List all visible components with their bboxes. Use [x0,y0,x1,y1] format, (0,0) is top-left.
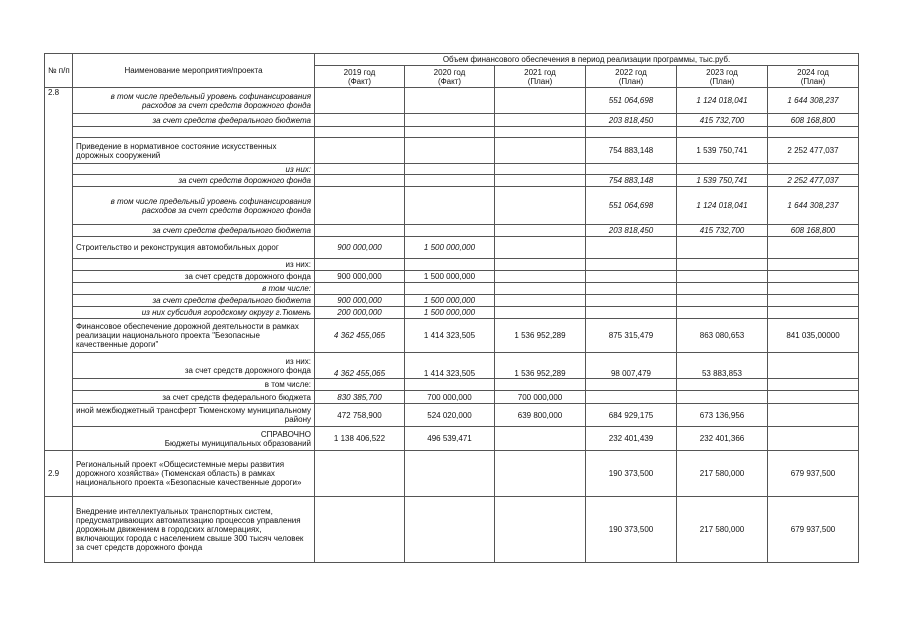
row-name: СПРАВОЧНО Бюджеты муниципальных образований [73,427,315,451]
row-name: иной межбюджетный трансферт Тюменскому муниципальному району [73,404,315,427]
table-row: 2.8 в том числе предельный уровень софинансирования расходов за счет средств дорожного фонда 551 064,698 1 124 018,041 1 644 308,237 [45,88,859,114]
header-funding-title: Объем финансового обеспечения в период реализации программы, тыс.руб. [315,54,859,66]
table-row [45,379,859,391]
row-name: из них субсидия городскому округу г.Тюмень [73,307,315,319]
table-row: Строительство и реконструкция автомобильных дорог 900 000,000 1 500 000,000 [45,237,859,259]
header-num: № п/п [45,54,73,88]
header-year-2024: 2024 год (План) [768,66,859,88]
row-name: в том числе: [73,283,315,295]
row-number [45,497,73,563]
row-name: за счет средств федерального бюджета [73,295,315,307]
row-name: из них: [73,164,315,175]
table-row [45,164,859,175]
table-row [45,259,859,271]
row-name: Строительство и реконструкция автомобильных дорог [73,237,315,259]
table-row: СПРАВОЧНО Бюджеты муниципальных образований 1 138 406,522 496 539,471 232 401,439 232 401,366 [45,427,859,451]
row-name: за счет средств федерального бюджета [73,114,315,127]
table-row: Внедрение интеллектуальных транспортных систем, предусматривающих автоматизацию процессов управления дорожным движением в городских агломерациях, включающих города с населением свыше 300 тысяч человек за счет средств дорожного фонда 190 373,500 217 580,000 679 937,500 [45,497,859,563]
row-number: 2.8 [45,88,73,451]
table-row: Приведение в нормативное состояние искусственных дорожных сооружений 754 883,148 1 539 750,741 2 252 477,037 [45,138,859,164]
row-name: в том числе предельный уровень софинансирования расходов за счет средств дорожного фонда [73,88,315,114]
table-row: за счет средств дорожного фонда 900 000,000 1 500 000,000 [45,271,859,283]
row-name: из них: за счет средств дорожного фонда [73,353,315,379]
row-name: в том числе предельный уровень софинансирования расходов за счет средств дорожного фонда [73,187,315,225]
row-name: из них: [73,259,315,271]
header-row-1 [45,54,859,66]
row-name: Приведение в нормативное состояние искусственных дорожных сооружений [73,138,315,164]
header-name: Наименование мероприятия/проекта [73,54,315,88]
header-year-2019: 2019 год (Факт) [315,66,405,88]
table-row: из них субсидия городскому округу г.Тюмень 200 000,000 1 500 000,000 [45,307,859,319]
table-row: Финансовое обеспечение дорожной деятельности в рамках реализации национального проекта "Безопасные качественные дороги" 4 362 455,065 1 414 323,505 1 536 952,289 875 315,479 863 080,653 841 035,00000 [45,319,859,353]
row-number: 2.9 [45,451,73,497]
table-row [45,283,859,295]
table-row: за счет средств федерального бюджета 900 000,000 1 500 000,000 [45,295,859,307]
financing-table [44,53,859,563]
row-name: Региональный проект «Общесистемные меры развития дорожного хозяйства» (Тюменская область) в рамках национального проекта «Безопасные качественные дороги» [73,451,315,497]
table-row: за счет средств федерального бюджета 203 818,450 415 732,700 608 168,800 [45,114,859,127]
table-row: за счет средств дорожного фонда 754 883,148 1 539 750,741 2 252 477,037 [45,175,859,187]
row-name: за счет средств федерального бюджета [73,225,315,237]
table-row: в том числе предельный уровень софинансирования расходов за счет средств дорожного фонда 551 064,698 1 124 018,041 1 644 308,237 [45,187,859,225]
row-name: за счет средств дорожного фонда [73,175,315,187]
row-name: Финансовое обеспечение дорожной деятельности в рамках реализации национального проекта "Безопасные качественные дороги" [73,319,315,353]
row-name: за счет средств федерального бюджета [73,391,315,404]
row-name: в том числе: [73,379,315,391]
table-row: иной межбюджетный трансферт Тюменскому муниципальному району 472 758,900 524 020,000 639 800,000 684 929,175 673 136,956 [45,404,859,427]
table-row: 2.9 Региональный проект «Общесистемные меры развития дорожного хозяйства» (Тюменская область) в рамках национального проекта «Безопасные качественные дороги» 190 373,500 217 580,000 679 937,500 [45,451,859,497]
header-year-2023: 2023 год (План) [677,66,768,88]
table-row [45,127,859,138]
header-year-2021: 2021 год (План) [495,66,586,88]
table-row: за счет средств федерального бюджета 830 385,700 700 000,000 700 000,000 [45,391,859,404]
header-year-2022: 2022 год (План) [586,66,677,88]
table-row: за счет средств федерального бюджета 203 818,450 415 732,700 608 168,800 [45,225,859,237]
table-row: из них: за счет средств дорожного фонда 4 362 455,065 1 414 323,505 1 536 952,289 98 007,479 53 883,853 [45,353,859,379]
row-name: за счет средств дорожного фонда [73,271,315,283]
header-year-2020: 2020 год (Факт) [405,66,495,88]
row-name: Внедрение интеллектуальных транспортных систем, предусматривающих автоматизацию процессов управления дорожным движением в городских агломерациях, включающих города с населением свыше 300 тысяч человек за счет средств дорожного фонда [73,497,315,563]
row-name [73,127,315,138]
